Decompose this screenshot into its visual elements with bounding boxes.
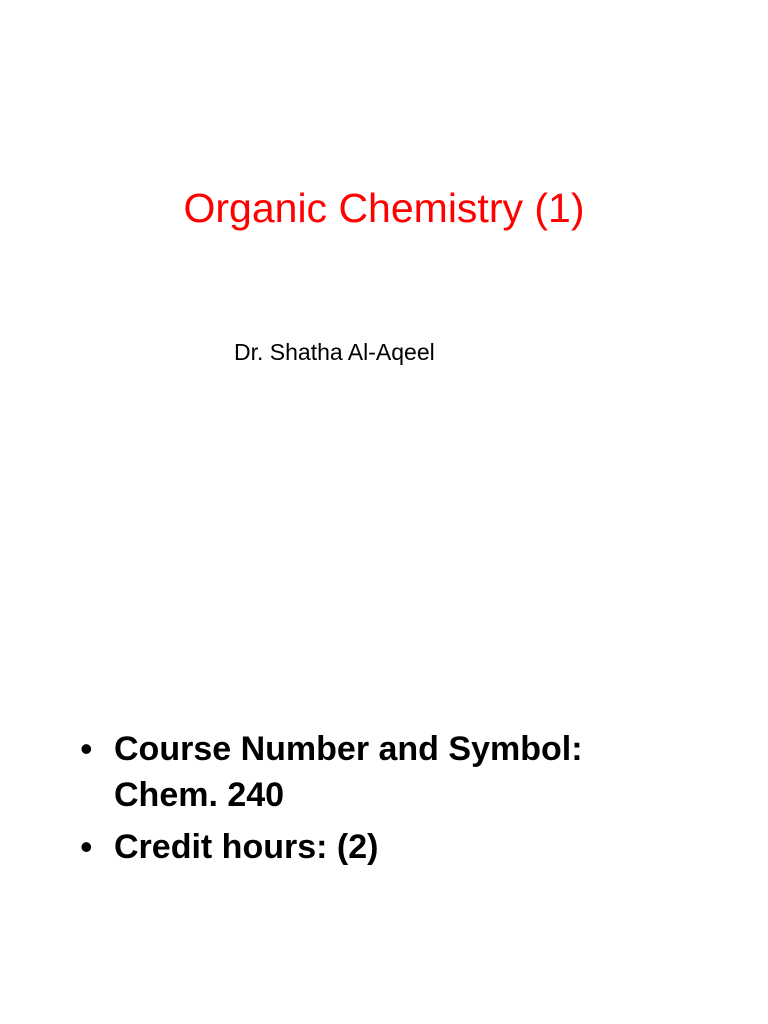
bullet-text-course-label: Course Number and Symbol: (114, 730, 583, 768)
bullet-marker: • (80, 728, 93, 769)
slide-title: Organic Chemistry (1) (183, 185, 585, 231)
bullet-list (80, 726, 740, 876)
bullet-item-course-number (80, 726, 740, 818)
bullet-text-credit-hours: Credit hours: (2) (114, 828, 379, 866)
slide-author: Dr. Shatha Al-Aqeel (234, 339, 435, 365)
bullet-marker: • (80, 826, 93, 867)
bullet-item-credit-hours (80, 824, 740, 870)
bullet-text-course-value: Chem. 240 (114, 776, 285, 814)
